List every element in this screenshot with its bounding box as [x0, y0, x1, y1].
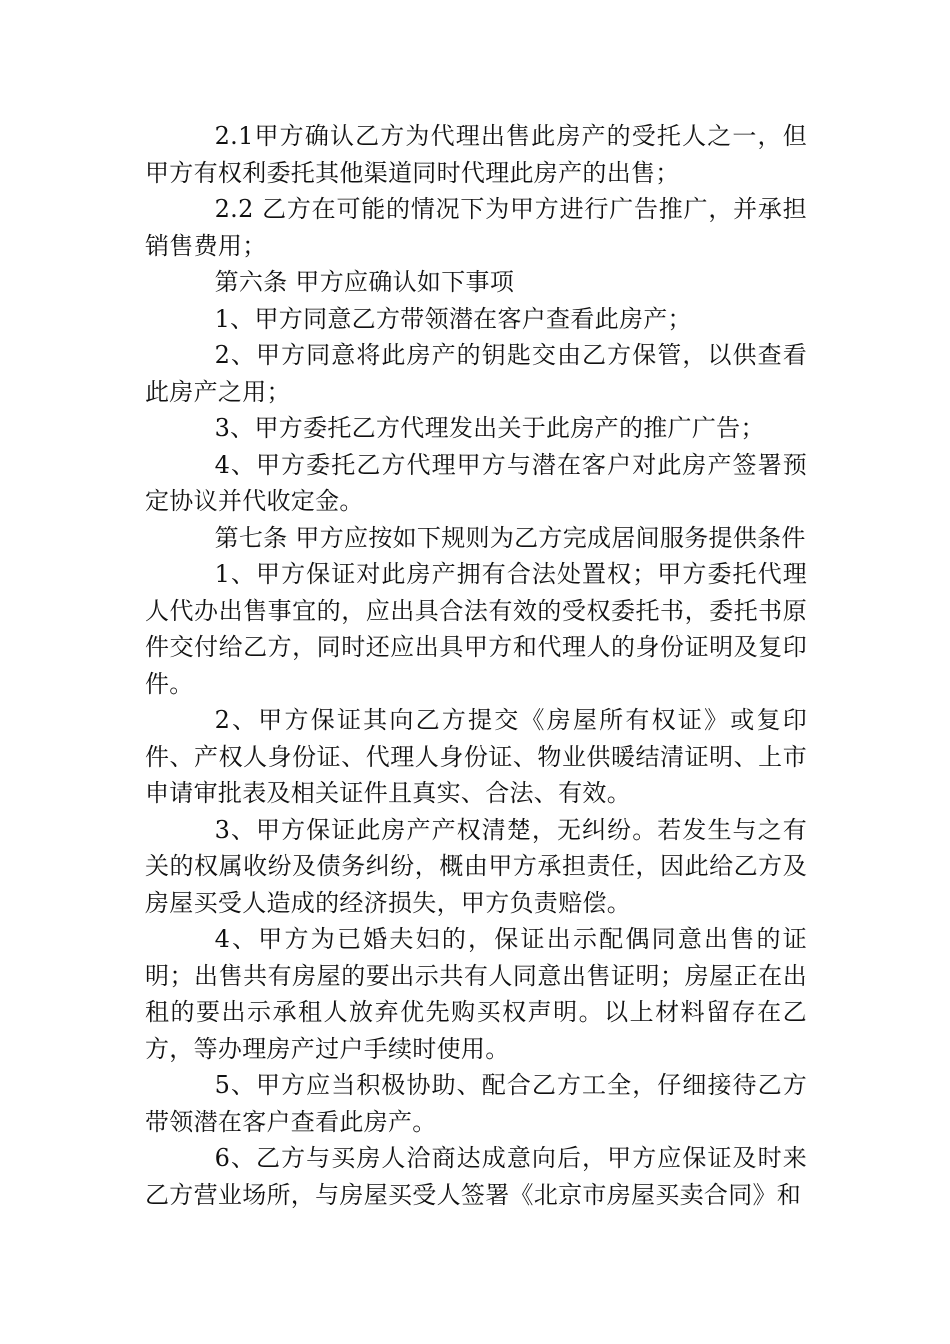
article-7-item-6: 6、乙方与买房人洽商达成意向后，甲方应保证及时来乙方营业场所，与房屋买受人签署《北京市房屋买卖合同》和 — [145, 1144, 807, 1209]
article-6-heading: 第六条 甲方应确认如下事项 — [214, 268, 515, 296]
clause-2-2: 2.2 乙方在可能的情况下为甲方进行广告推广，并承担销售费用； — [145, 195, 807, 260]
document-body — [145, 118, 807, 1213]
article-7-heading: 第七条 甲方应按如下规则为乙方完成居间服务提供条件 — [214, 523, 806, 552]
article-7-item-3: 3、甲方保证此房产产权清楚，无纠纷。若发生与之有关的权属收纷及债务纠纷，概由甲方承担责任，因此给乙方及房屋买受人造成的经济损失，甲方负责赔偿。 — [145, 815, 807, 917]
article-6-item-2: 2、甲方同意将此房产的钥匙交由乙方保管，以供查看此房产之用； — [145, 341, 807, 406]
article-7-item-5: 5、甲方应当积极协助、配合乙方工全，仔细接待乙方带领潜在客户查看此房产。 — [145, 1071, 807, 1136]
article-6-item-3: 3、甲方委托乙方代理发出关于此房产的推广广告； — [214, 414, 765, 442]
article-6-item-4: 4、甲方委托乙方代理甲方与潜在客户对此房产签署预定协议并代收定金。 — [145, 450, 807, 515]
article-7-item-2: 2、甲方保证其向乙方提交《房屋所有权证》或复印件、产权人身份证、代理人身份证、物业供暖结清证明、上市申请审批表及相关证件且真实、合法、有效。 — [145, 706, 807, 807]
article-7-item-1: 1、甲方保证对此房产拥有合法处置权；甲方委托代理人代办出售事宜的，应出具合法有效的受权委托书，委托书原件交付给乙方，同时还应出具甲方和代理人的身份证明及复印件。 — [145, 560, 807, 698]
article-7-item-4: 4、甲方为已婚夫妇的，保证出示配偶同意出售的证明；出售共有房屋的要出示共有人同意出售证明；房屋正在出租的要出示承租人放弃优先购买权声明。以上材料留存在乙方，等办理房产过户手续时使用。 — [145, 925, 807, 1063]
clause-2-1: 2.1甲方确认乙方为代理出售此房产的受托人之一，但甲方有权利委托其他渠道同时代理此房产的出售； — [145, 122, 807, 187]
article-6-item-1: 1、甲方同意乙方带领潜在客户查看此房产； — [214, 304, 692, 333]
